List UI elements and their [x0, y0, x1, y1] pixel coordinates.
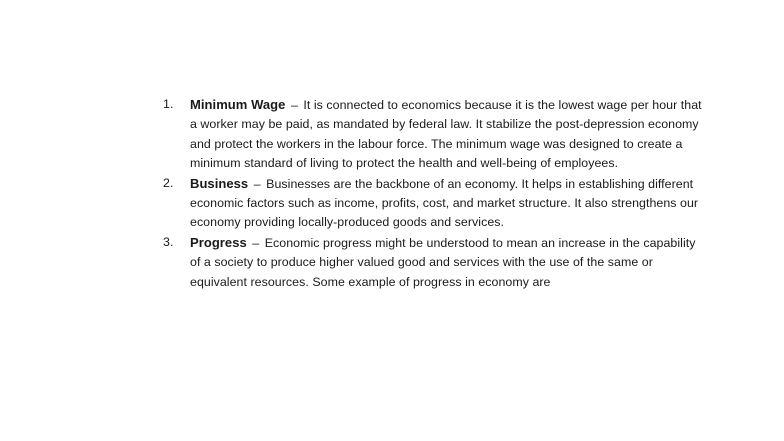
list-item-separator: – — [290, 98, 298, 112]
list-item-separator: – — [253, 176, 261, 191]
list-item-description: It is connected to economics because it is the lowest wage per hour that a worker may be paid, as mandated by federal law. It stabilize the post-depression economy and protect the workers in the labour force. The minimum wage was designed to create a minimum standard of living to protect the health and well-being of employees. — [190, 98, 702, 171]
numbered-list — [163, 95, 703, 292]
list-item-term: Business — [190, 175, 249, 191]
list-item-description: Economic progress might be understood to mean an increase in the capability of a society to produce higher valued good and services with the use of the same or equivalent resources. Some example of progress in economy are — [190, 235, 696, 289]
list-item-description: Businesses are the backbone of an economy. It helps in establishing different economic factors such as income, profits, cost, and market structure. It also strengthens our economy providing locally-produced goods and services. — [190, 176, 699, 230]
list-item-number: 2. — [163, 175, 174, 190]
list-item-progress — [163, 233, 703, 292]
list-item-term: Progress — [190, 234, 247, 250]
list-item-term: Minimum Wage — [190, 97, 286, 112]
list-item-separator: – — [252, 235, 260, 250]
list-item-business — [163, 174, 703, 233]
list-item-number: 3. — [163, 234, 174, 249]
list-item-number: 1. — [163, 97, 174, 111]
list-item-minimum-wage — [163, 95, 703, 174]
